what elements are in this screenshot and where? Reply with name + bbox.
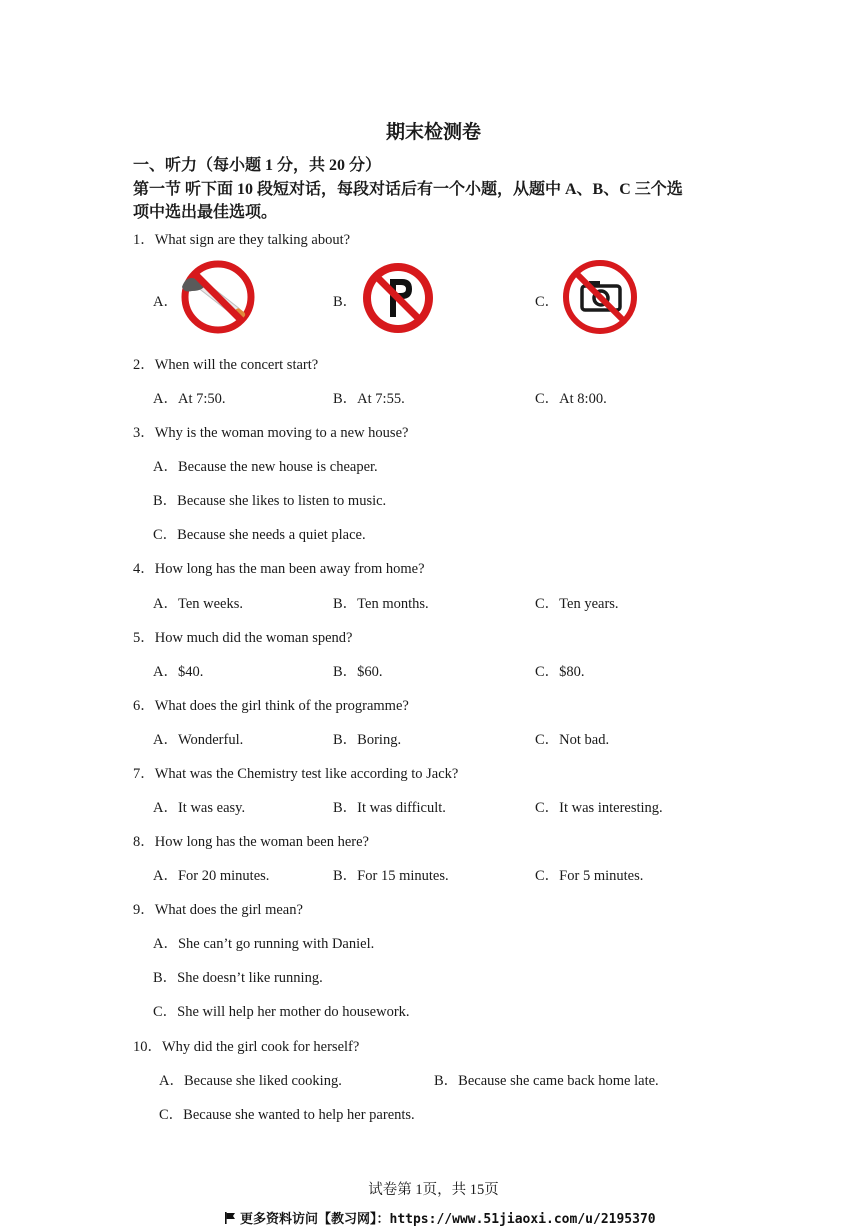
question-option: C．She will help her mother do housework.: [153, 1004, 410, 1020]
question-option: A．It was easy.: [153, 800, 246, 816]
question-stem: 1．What sign are they talking about?: [133, 232, 351, 248]
question-option: C．: [535, 294, 560, 310]
question-option: A．Wonderful.: [153, 732, 244, 748]
question-option: B．: [333, 294, 358, 310]
question-option: B．At 7:55.: [333, 391, 405, 407]
question-option: B．It was difficult.: [333, 800, 446, 816]
question-option: C．At 8:00.: [535, 391, 607, 407]
question-option: C．$80.: [535, 664, 585, 680]
question-option: C．Because she needs a quiet place.: [153, 527, 366, 543]
question-option: C．Ten years.: [535, 596, 619, 612]
question-stem: 5．How much did the woman spend?: [133, 630, 353, 646]
flag-icon: [224, 1212, 236, 1224]
question-option: C．For 5 minutes.: [535, 868, 644, 884]
part-instruction-line1: 第一节 听下面 10 段短对话，每段对话后有一个小题，从题中 A、B、C 三个选: [133, 181, 683, 198]
no-photography-sign-icon: [560, 259, 640, 337]
question-option: B．Boring.: [333, 732, 402, 748]
question-option: B．For 15 minutes.: [333, 868, 449, 884]
question-option: B．Because she likes to listen to music.: [153, 493, 387, 509]
question-option: B．Ten months.: [333, 596, 429, 612]
question-option: A．Ten weeks.: [153, 596, 243, 612]
promo-link[interactable]: 更多资料访问【教习网】：https://www.51jiaoxi.com/u/2195370: [240, 1212, 656, 1227]
question-option: B．She doesn’t like running.: [153, 970, 323, 986]
page-title: 期末检测卷: [385, 122, 481, 143]
question-option: C．Not bad.: [535, 732, 610, 748]
question-stem: 7．What was the Chemistry test like according to Jack?: [133, 766, 459, 782]
question-option: A．Because she liked cooking.: [159, 1073, 342, 1089]
section-heading: 一、听力（每小题 1 分，共 20 分）: [133, 157, 382, 174]
question-stem: 6．What does the girl think of the programme?: [133, 698, 409, 714]
promo-line[interactable]: [224, 1208, 656, 1227]
question-option: B．Because she came back home late.: [434, 1073, 659, 1089]
part-instruction-line2: 项中选出最佳选项。: [133, 204, 278, 221]
page-footer: 试卷第 1页，共 15页: [368, 1182, 499, 1198]
no-parking-sign-icon: [359, 259, 437, 337]
question-option: C．Because she wanted to help her parents.: [159, 1107, 415, 1123]
question-option: A．$40.: [153, 664, 204, 680]
question-option: A．For 20 minutes.: [153, 868, 270, 884]
question-stem: 9．What does the girl mean?: [133, 902, 303, 918]
question-stem: 3．Why is the woman moving to a new house?: [133, 425, 409, 441]
question-stem: 4．How long has the man been away from home?: [133, 561, 425, 577]
question-stem: 10．Why did the girl cook for herself?: [133, 1039, 360, 1055]
question-stem: 2．When will the concert start?: [133, 357, 319, 373]
question-option: A．Because the new house is cheaper.: [153, 459, 378, 475]
question-stem: 8．How long has the woman been here?: [133, 834, 369, 850]
question-option: C．It was interesting.: [535, 800, 663, 816]
question-option: B．$60.: [333, 664, 383, 680]
question-option: A．: [153, 294, 178, 310]
question-option: A．She can’t go running with Daniel.: [153, 936, 375, 952]
question-option: A．At 7:50.: [153, 391, 226, 407]
no-smoking-sign-icon: [178, 259, 260, 337]
